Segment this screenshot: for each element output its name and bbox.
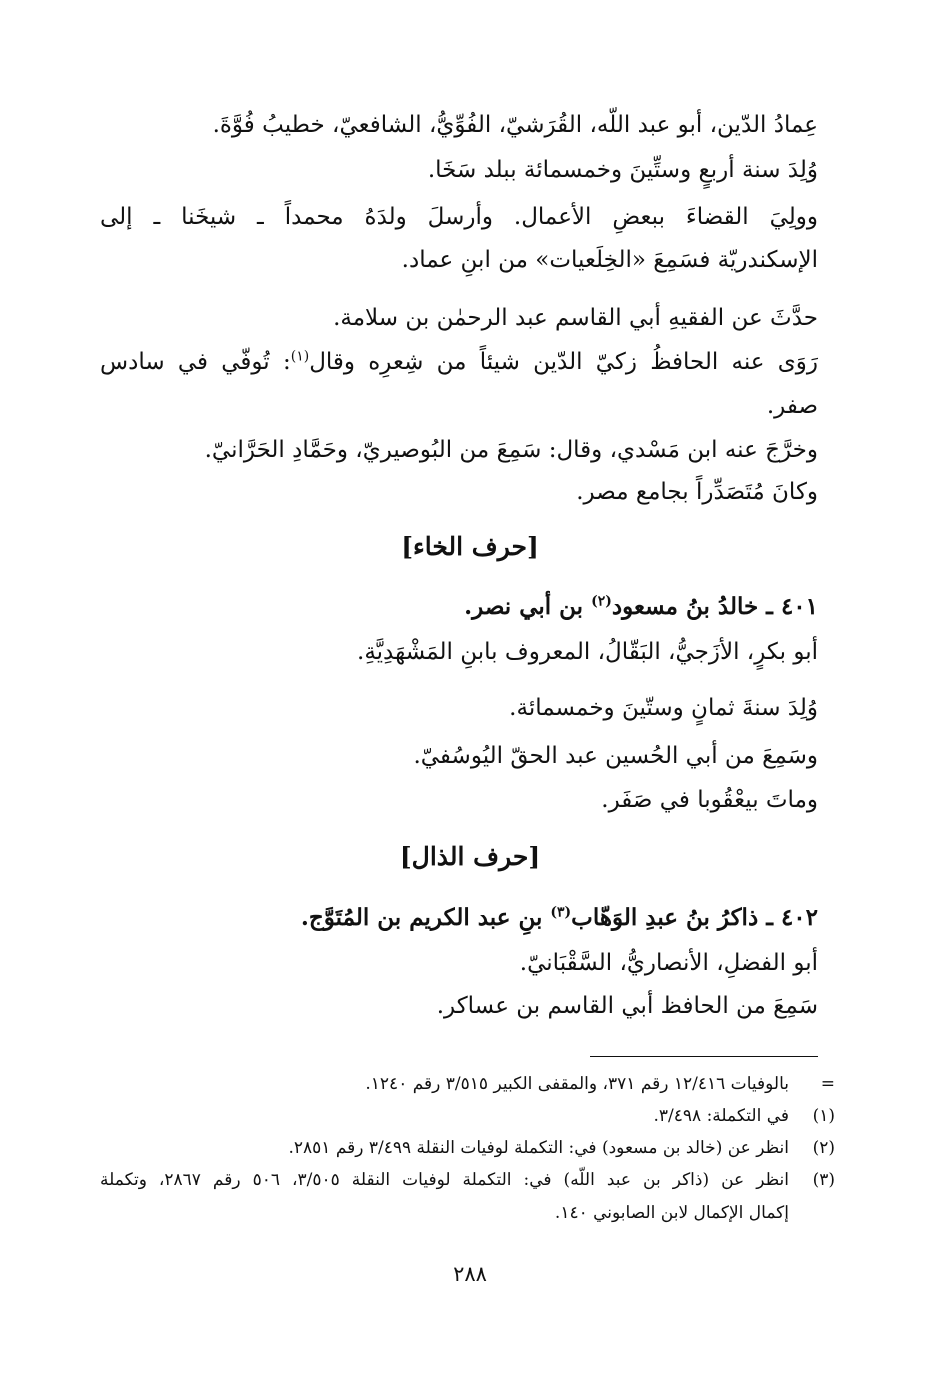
footnote <box>654 1106 836 1126</box>
body-line: أبو الفضلِ، الأنصاريُّ، السَّقْبَانيّ. <box>519 950 818 976</box>
entry-title <box>464 593 818 621</box>
body-line: صفر. <box>766 393 818 419</box>
section-heading: [حرف الذال] <box>399 842 541 871</box>
body-line: وولِيَ القضاءَ ببعضِ الأعمال. وأرسلَ ولدَهُ محمداً ـ شيخَنا ـ إلى <box>100 204 818 230</box>
footnote <box>288 1138 835 1158</box>
section-heading: [حرف الخاء] <box>401 532 539 561</box>
body-line: أبو بكرٍ، الأزَجيُّ، البَقّالُ، المعروف بابنِ المَشْهَدِيَّةِ. <box>357 639 818 665</box>
footnote-text: انظر عن (ذاكر بن عبد اللّه) في: التكملة لوفيات النقلة ٣/٥٠٥، ٥٠٦ رقم ٢٨٦٧، وتكملة <box>100 1170 789 1190</box>
body-line: عِمادُ الدّين، أبو عبد اللّه، القُرَشيّ، الفُوِّيُّ، الشافعيّ، خطيبُ فُوَّةَ. <box>212 112 818 138</box>
footnote-continuation: إكمال الإكمال لابن الصابوني ١٤٠. <box>554 1203 789 1223</box>
body-line: الإسكندريّة فسَمِعَ «الخِلَعيات» من ابنِ عماد. <box>401 247 818 273</box>
body-line: حدَّثَ عن الفقيهِ أبي القاسم عبد الرحمٰن بن سلامة. <box>333 305 818 331</box>
footnote <box>100 1170 835 1190</box>
footnote-ref: (٢) <box>591 593 612 610</box>
entry-name-rest: بن أبي نصر. <box>464 593 592 620</box>
body-line: وسَمِعَ من أبي الحُسين عبد الحقّ اليُوسُفيّ. <box>413 743 818 769</box>
body-line: وُلِدَ سنة أربعٍ وستِّينَ وخمسمائة ببلد سَخَا. <box>427 157 818 183</box>
entry-name: ٤٠٢ ـ ذاكرُ بنُ عبدِ الوَهّاب <box>571 904 818 931</box>
footnote-text: انظر عن (خالد بن مسعود) في: التكملة لوفيات النقلة ٣/٤٩٩ رقم ٢٨٥١. <box>288 1138 789 1158</box>
body-line: وُلِدَ سنةَ ثمانٍ وستّينَ وخمسمائة. <box>509 695 818 721</box>
body-line: وكانَ مُتَصَدِّراً بجامع مصر. <box>576 479 818 505</box>
body-line: سَمِعَ من الحافظ أبي القاسم بن عساكر. <box>436 993 818 1019</box>
footnote-mark: (١) <box>812 1106 835 1126</box>
footnote-mark: = <box>820 1074 835 1094</box>
entry-name-rest: بنِ عبد الكريم بن المُتَوَّج. <box>300 904 551 931</box>
body-line: وماتَ بيعْقُوبا في صَفَر. <box>601 787 818 813</box>
footnote-ref: (٣) <box>550 904 572 921</box>
entry-name: ٤٠١ ـ خالدُ بنُ مسعود <box>611 593 818 620</box>
body-line <box>100 349 818 377</box>
page-number: ٢٨٨ <box>453 1262 487 1286</box>
footnote <box>365 1074 835 1094</box>
line-text: رَوَى عنه الحافظُ زكيّ الدّين شيئاً من شِعرِه وقال <box>309 349 818 375</box>
footnote-mark: (٢) <box>812 1138 835 1158</box>
entry-title <box>301 904 818 932</box>
footnote-text: بالوفيات ١٢/٤١٦ رقم ٣٧١، والمقفى الكبير ٣/٥١٥ رقم ١٢٤٠. <box>365 1074 789 1094</box>
footnote-separator <box>590 1056 818 1057</box>
footnote-ref: (١) <box>290 348 310 365</box>
footnote-text: في التكملة: ٣/٤٩٨. <box>653 1106 789 1126</box>
footnote-mark: (٣) <box>812 1170 835 1190</box>
line-text: : تُوفّي في سادس <box>100 349 291 375</box>
body-line: وخرَّجَ عنه ابن مَسْدي، وقال: سَمِعَ من البُوصيريّ، وحَمَّادِ الحَرَّانيّ. <box>204 437 818 463</box>
